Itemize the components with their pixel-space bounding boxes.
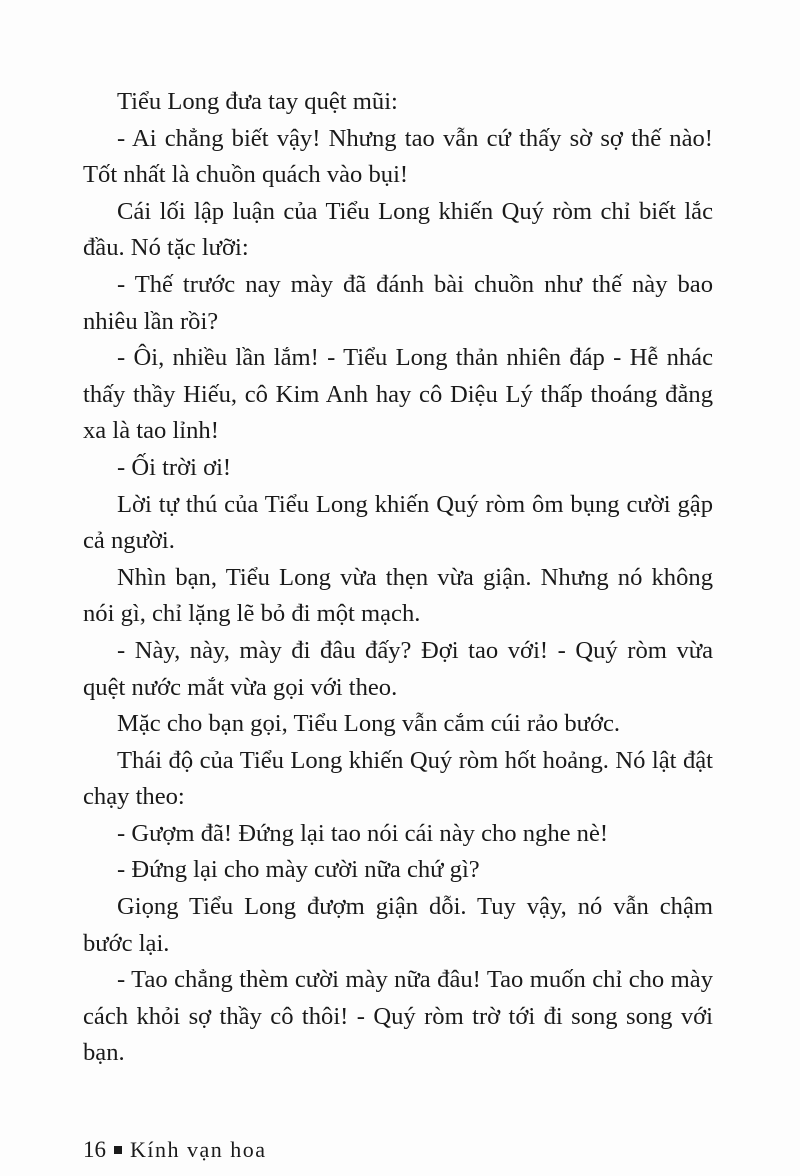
page-number: 16	[83, 1137, 106, 1162]
paragraph: - Gượm đã! Đứng lại tao nói cái này cho nghe nè!	[117, 819, 609, 847]
paragraph: - Ối trời ơi!	[117, 453, 232, 481]
paragraph: Nhìn bạn, Tiểu Long vừa thẹn vừa giận. Nhưng nó không nói gì, chỉ lặng lẽ bỏ đi một mạch.	[83, 563, 713, 628]
paragraph: - Ôi, nhiều lần lắm! - Tiểu Long thản nhiên đáp - Hễ nhác thấy thầy Hiếu, cô Kim Anh hay cô Diệu Lý thấp thoáng đằng xa là tao lỉnh!	[83, 344, 713, 445]
square-bullet-icon	[114, 1146, 122, 1154]
paragraph: - Ai chẳng biết vậy! Nhưng tao vẫn cứ thấy sờ sợ thế nào! Tốt nhất là chuồn quách vào bụi!	[83, 124, 713, 189]
paragraph: Giọng Tiểu Long đượm giận dỗi. Tuy vậy, nó vẫn chậm bước lại.	[83, 893, 713, 957]
paragraph: Cái lối lập luận của Tiểu Long khiến Quý ròm chỉ biết lắc đầu. Nó tặc lưỡi:	[83, 197, 713, 262]
paragraph: - Thế trước nay mày đã đánh bài chuồn như thế này bao nhiêu lần rồi?	[83, 270, 713, 335]
paragraph: Lời tự thú của Tiểu Long khiến Quý ròm ôm bụng cười gập cả người.	[83, 490, 713, 555]
paragraph: Mặc cho bạn gọi, Tiểu Long vẫn cắm cúi rảo bước.	[117, 710, 621, 738]
paragraph: - Này, này, mày đi đâu đấy? Đợi tao với! - Quý ròm vừa quệt nước mắt vừa gọi với theo.	[83, 636, 713, 701]
page-footer	[83, 1137, 267, 1163]
paragraph: Tiểu Long đưa tay quệt mũi:	[117, 88, 398, 115]
body-text	[83, 84, 713, 1072]
book-title: Kính vạn hoa	[130, 1137, 267, 1162]
paragraph: - Đứng lại cho mày cười nữa chứ gì?	[117, 856, 480, 884]
paragraph: - Tao chẳng thèm cười mày nữa đâu! Tao muốn chỉ cho mày cách khỏi sợ thầy cô thôi! - Quý ròm trờ tới đi song song với bạn.	[83, 966, 713, 1067]
paragraph: Thái độ của Tiểu Long khiến Quý ròm hốt hoảng. Nó lật đật chạy theo:	[83, 746, 713, 811]
